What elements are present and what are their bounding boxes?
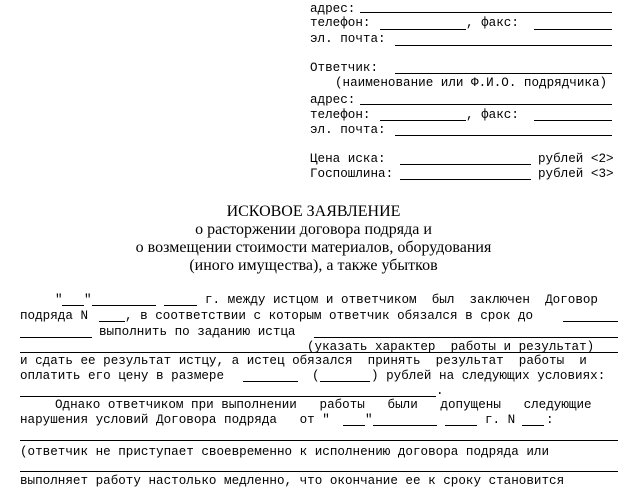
defendant-fax-label: , факс: xyxy=(466,108,519,122)
defendant-name-blank xyxy=(395,73,612,74)
state-fee-suffix: рублей <3> xyxy=(538,167,614,181)
document-title: ИСКОВОЕ ЗАЯВЛЕНИЕ xyxy=(226,203,401,220)
document-subtitle-1: о расторжении договора подряда и xyxy=(195,221,432,238)
p1-contract-number-blank xyxy=(99,321,125,322)
claim-price-blank xyxy=(400,164,531,165)
plaintiff-address-blank xyxy=(360,12,612,13)
p1-quote-open: " xyxy=(55,293,63,307)
p1-line6-text-b: ) рублей на следующих условиях: xyxy=(371,369,606,383)
defendant-label: Ответчик: xyxy=(310,61,379,75)
p1-line6-text-a: оплатить его цену в размере xyxy=(20,369,225,383)
state-fee-label: Госпошлина: xyxy=(310,167,394,181)
defendant-email-label: эл. почта: xyxy=(310,123,386,137)
plaintiff-email-label: эл. почта: xyxy=(310,32,386,46)
defendant-phone-blank xyxy=(380,120,466,121)
p2-line3-text: (ответчик не приступает своевременно к исполнению договора подряда или xyxy=(20,445,550,459)
p2-line2-text-a: нарушения условий Договора подряда от " xyxy=(20,413,330,427)
document-subtitle-3: (иного имущества), а также убытков xyxy=(189,257,438,274)
p1-work-hint: (указать характер работы и результат) xyxy=(307,340,595,354)
defendant-address-label: адрес: xyxy=(310,93,356,107)
p1-deadline-blank-2 xyxy=(20,337,92,338)
p1-price-blank xyxy=(243,381,298,382)
p2-line4-text: выполняет работу настолько медленно, что окончание ее к сроку становится xyxy=(20,474,565,488)
p2-violations-blank xyxy=(20,440,618,441)
defendant-phone-label: телефон: xyxy=(310,108,371,122)
document-subtitle-2: о возмещении стоимости материалов, оборудования xyxy=(135,239,492,256)
defendant-fax-blank xyxy=(534,120,612,121)
p1-year-blank xyxy=(164,305,197,306)
plaintiff-fax-label: , факс: xyxy=(466,16,519,30)
claim-price-label: Цена иска: xyxy=(310,152,386,166)
p1-line1-text: г. между истцом и ответчиком был заключен Договор xyxy=(205,293,598,307)
plaintiff-email-blank xyxy=(395,45,612,46)
state-fee-blank xyxy=(400,179,531,180)
p1-work-blank xyxy=(314,337,618,338)
p1-line2-text-b: , в соответствии с которым ответчик обязался в срок до xyxy=(125,309,534,323)
p2-line1-text: Однако ответчиком при выполнении работы были допущены следующие xyxy=(55,398,592,412)
p1-line5-text: и сдать ее результат истцу, а истец обязался принять результат работы и xyxy=(20,354,587,368)
p1-price-words-blank xyxy=(320,381,370,382)
p2-day-blank xyxy=(343,425,365,426)
p1-quote-close: " xyxy=(84,293,92,307)
p2-month-blank xyxy=(373,425,437,426)
defendant-hint: (наименование или Ф.И.О. подрядчика) xyxy=(335,76,608,90)
p2-colon: : xyxy=(546,413,554,427)
defendant-address-blank xyxy=(360,104,612,105)
p1-period: . xyxy=(436,384,444,398)
p1-deadline-blank xyxy=(563,321,618,322)
p2-year-blank xyxy=(445,425,477,426)
plaintiff-address-label: адрес: xyxy=(310,2,356,16)
claim-price-suffix: рублей <2> xyxy=(538,152,614,166)
plaintiff-fax-blank xyxy=(534,29,612,30)
p1-paren-open: ( xyxy=(312,369,320,383)
p1-line3-text: выполнить по заданию истца xyxy=(99,325,296,339)
p2-line2-text-b: г. N xyxy=(485,413,516,427)
p2-quote-close: " xyxy=(365,413,373,427)
defendant-email-blank xyxy=(395,135,612,136)
plaintiff-phone-label: телефон: xyxy=(310,16,371,30)
p2-contract-number-blank xyxy=(522,425,544,426)
p1-day-blank xyxy=(62,305,84,306)
p1-month-blank xyxy=(92,305,156,306)
plaintiff-phone-blank xyxy=(380,29,466,30)
p2-violations-blank-2 xyxy=(20,471,618,472)
p1-line2-text-a: подряда N xyxy=(20,309,89,323)
